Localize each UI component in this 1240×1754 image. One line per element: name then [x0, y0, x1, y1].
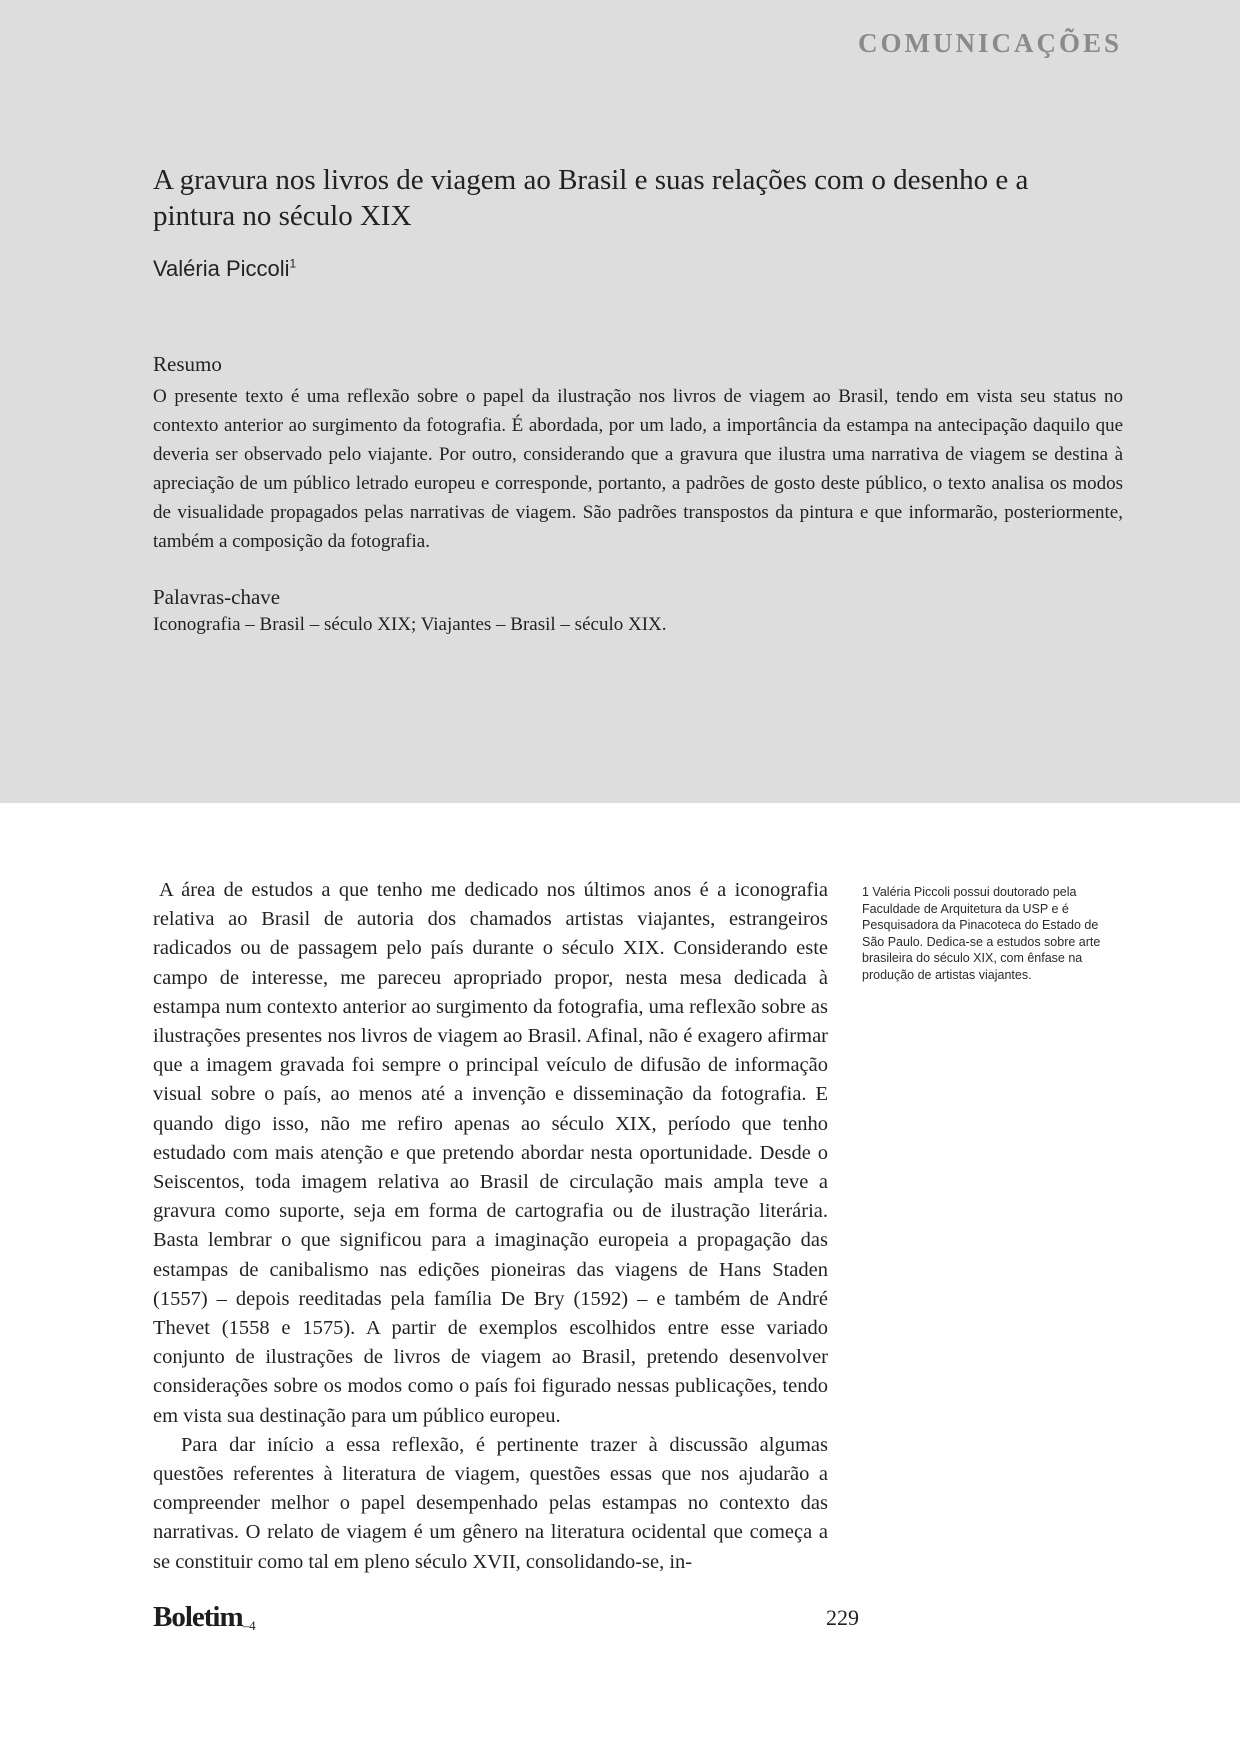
journal-issue: –4	[242, 1618, 256, 1633]
author-name: Valéria Piccoli	[153, 256, 290, 281]
journal-logo-text: Boletim	[153, 1601, 243, 1633]
footnote: 1 Valéria Piccoli possui doutorado pela Faculdade de Arquitetura da USP e é Pesquisadora da Pinacoteca do Estado de São Paulo. Dedica-se a estudos sobre arte brasileira do século XIX, com ênfase na produção de artistas viajantes.	[862, 885, 1101, 982]
journal-logo	[153, 1601, 256, 1634]
article-author	[153, 256, 296, 282]
author-footnote-ref[interactable]: 1	[289, 256, 297, 271]
section-label: COMUNICAÇÕES	[857, 28, 1122, 58]
body-paragraph: A área de estudos a que tenho me dedicado nos últimos anos é a iconografia relativa ao Brasil de autoria dos chamados artistas viajantes, estrangeiros radicados ou de passagem pelo país durante o século XIX. Considerando este campo de interesse, me pareceu apropriado propor, nesta mesa dedicada à estampa num contexto anterior ao surgimento da fotografia, uma reflexão sobre as ilustrações presentes nos livros de viagem ao Brasil. Afinal, não é exagero afirmar que a imagem gravada foi sempre o principal veículo de difusão de informação visual sobre o país, ao menos até a invenção e disseminação da fotografia. E quando digo isso, não me refiro apenas ao século XIX, período que tenho estudado com mais atenção e que pretendo abordar nesta oportunidade. Desde o Seiscentos, toda imagem relativa ao Brasil de circulação mais ampla teve a gravura como suporte, seja em forma de cartografia ou de ilustração literária. Basta lembrar o que significou para a imaginação europeia a propagação das estampas de canibalismo nas edições pioneiras das viagens de Hans Staden (1557) – depois reeditadas pela família De Bry (1592) – e também de André Thevet (1558 e 1575). A partir de exemplos escolhidos entre esse variado conjunto de ilustrações de livros de viagem ao Brasil, pretendo desenvolver considerações sobre os modos como o país foi figurado nessas publicações, tendo em vista sua destinação para um público europeu.	[153, 879, 828, 1427]
body-paragraph: Para dar início a essa reflexão, é pertinente trazer à discussão algumas questões referentes à literatura de viagem, questões essas que nos ajudarão a compreender melhor o papel desempenhado pelas estampas no contexto das narrativas. O relato de viagem é um gênero na literatura ocidental que começa a se constituir como tal em pleno século XVII, consolidando-se, in-	[153, 1433, 828, 1573]
keywords-heading: Palavras-chave	[153, 585, 281, 609]
page-number: 229	[826, 1605, 859, 1630]
article-title: A gravura nos livros de viagem ao Brasil e suas relações com o desenho e a pintura no século XIX	[153, 164, 1029, 232]
keywords-text: Iconografia – Brasil – século XIX; Viajantes – Brasil – século XIX.	[153, 614, 667, 635]
abstract-text: O presente texto é uma reflexão sobre o papel da ilustração nos livros de viagem ao Brasil, tendo em vista seu status no contexto anterior ao surgimento da fotografia. É abordada, por um lado, a importância da estampa na antecipação daquilo que deveria ser observado pelo viajante. Por outro, considerando que a gravura que ilustra uma narrativa de viagem se destina à apreciação de um público letrado europeu e corresponde, portanto, a padrões de gosto deste público, o texto analisa os modos de visualidade propagados pelas narrativas de viagem. São padrões transpostos da pintura e que informarão, posteriormente, também a composição da fotografia.	[153, 386, 1123, 552]
article-body	[153, 876, 828, 1577]
abstract-heading: Resumo	[153, 352, 222, 376]
journal-issue-number: 4	[249, 1618, 256, 1633]
